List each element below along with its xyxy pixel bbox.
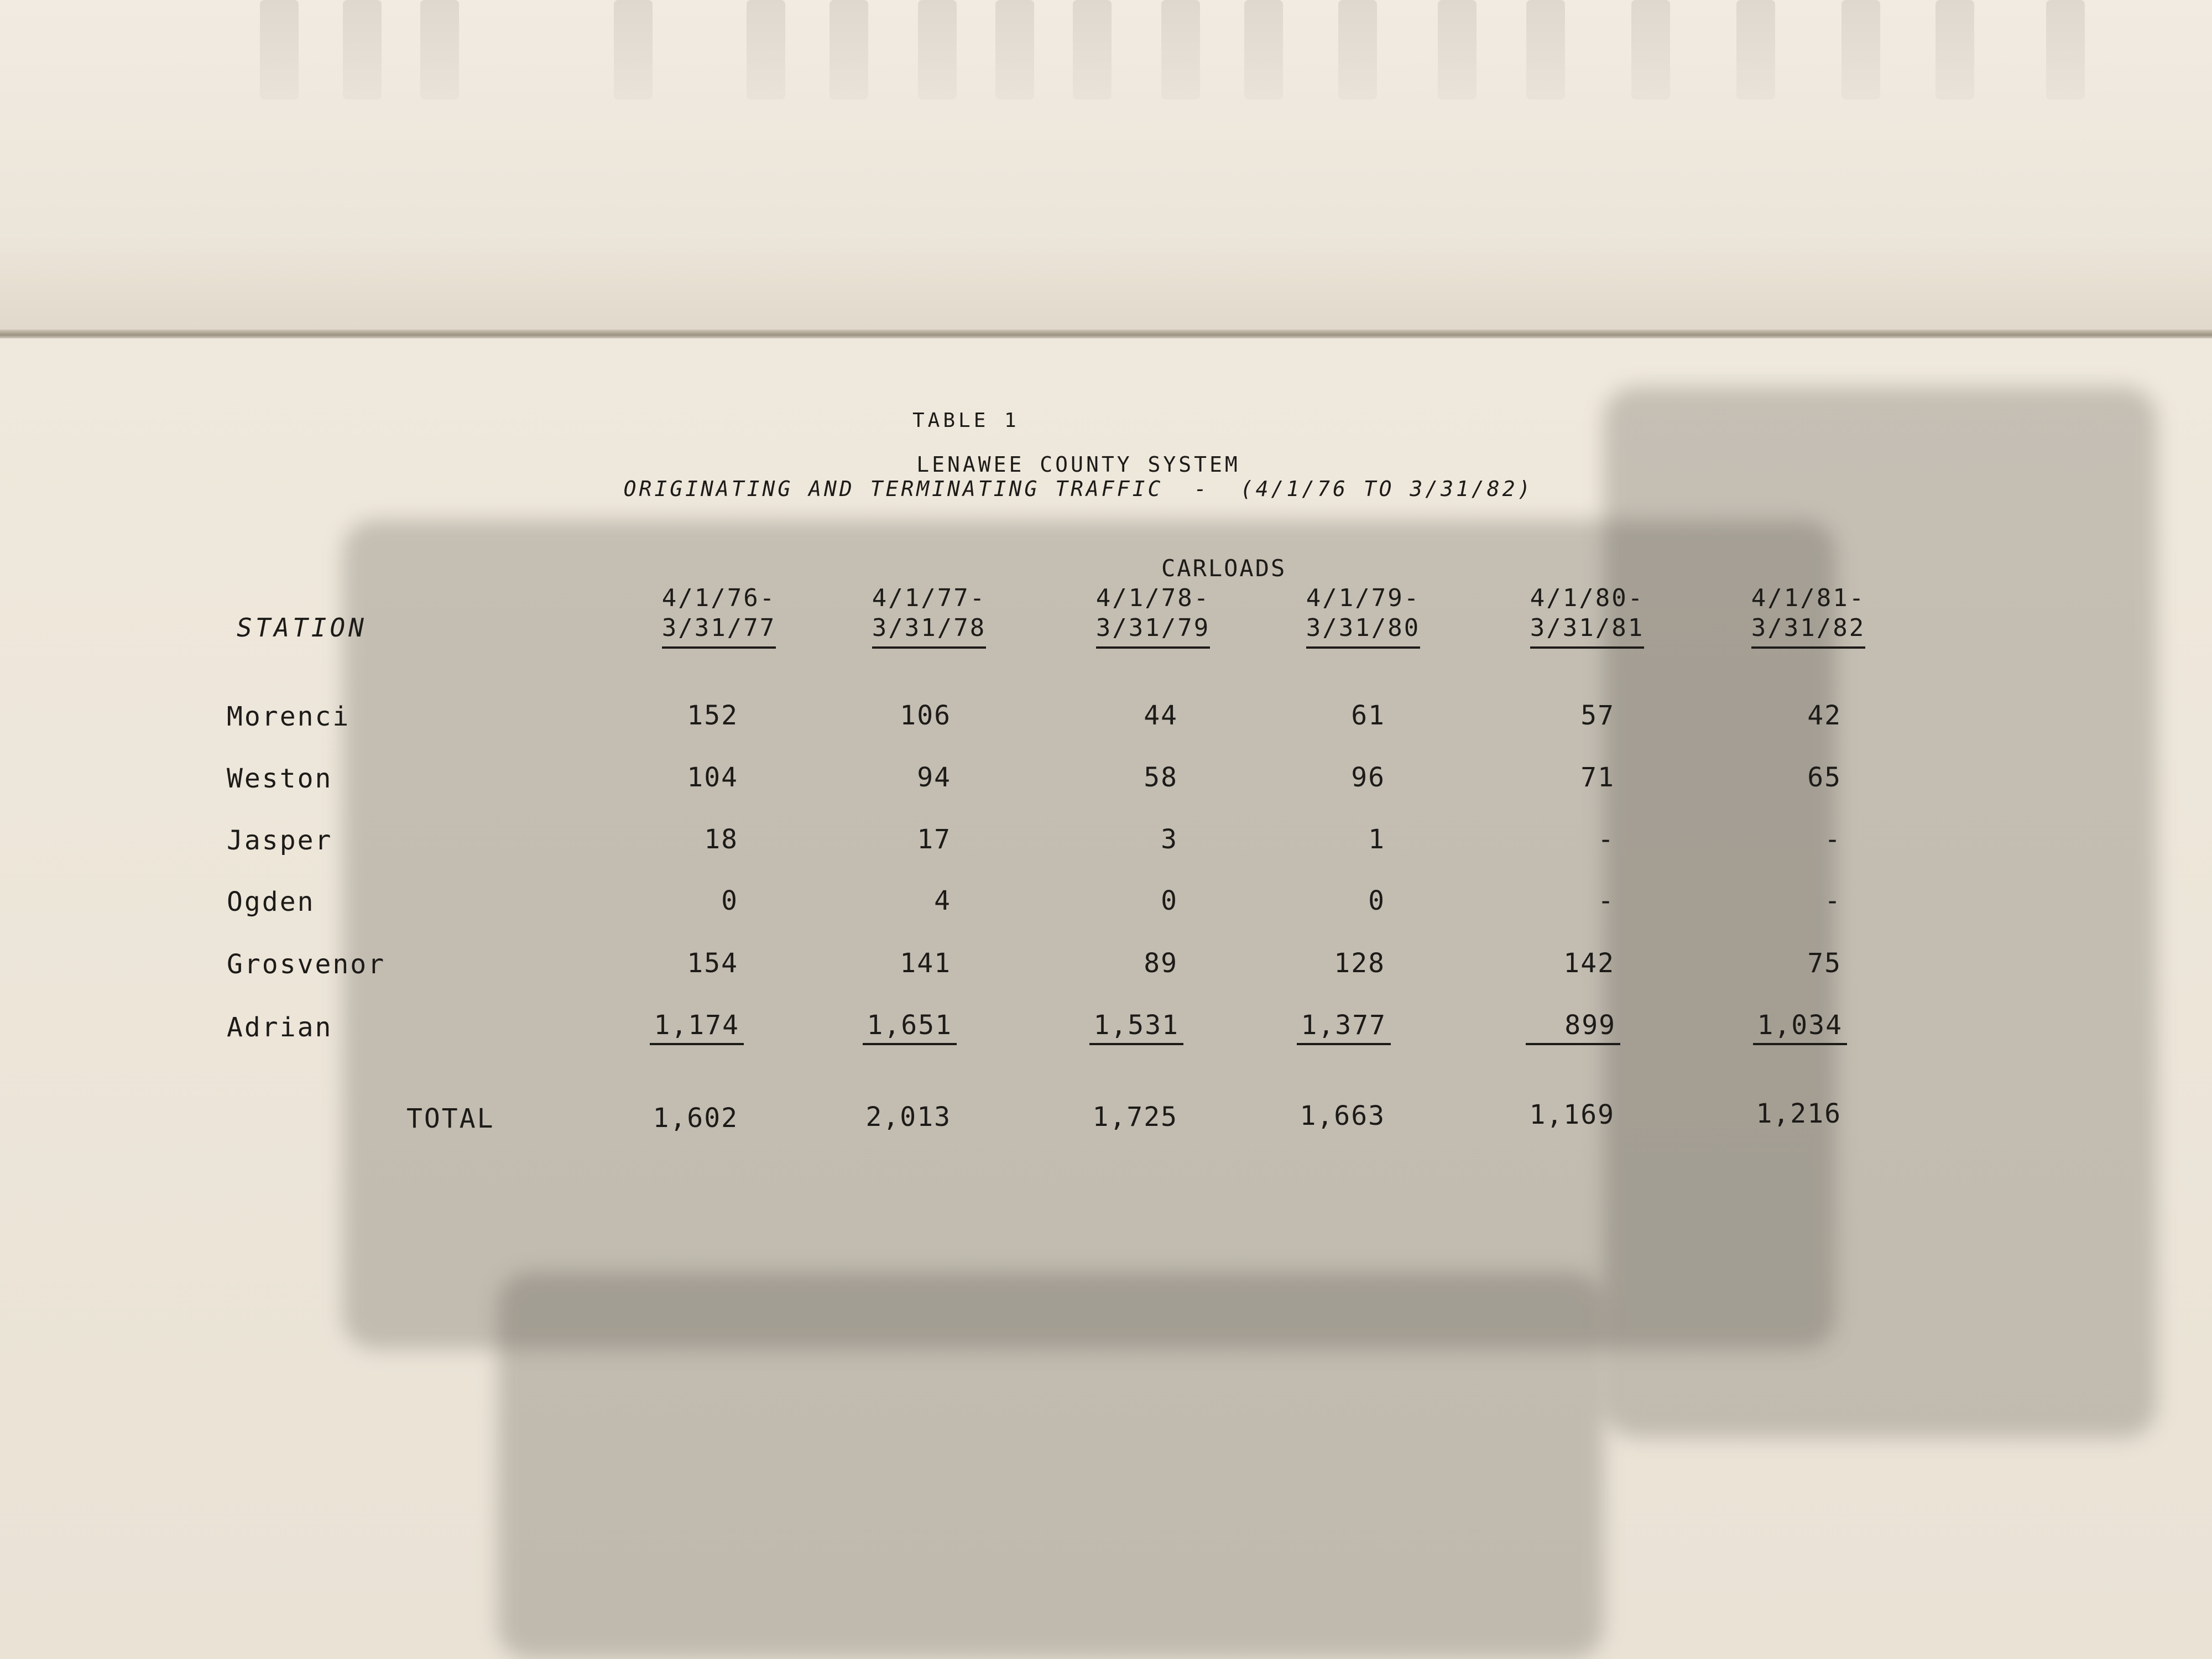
total-value: 1,663: [1300, 1100, 1385, 1131]
table-cell: 141: [900, 948, 951, 979]
table-cell: 89: [1144, 948, 1178, 979]
station-name: Grosvenor: [227, 949, 386, 980]
station-name: Ogden: [227, 886, 315, 917]
table-cell: 96: [1351, 762, 1385, 793]
column-header: [1297, 583, 1430, 649]
table-cell: 65: [1807, 762, 1841, 793]
table-subtitle: ORIGINATING AND TERMINATING TRAFFIC - (4/1/76 TO 3/31/82): [623, 477, 1533, 501]
table-cell: 3: [1161, 824, 1178, 855]
column-header-start: 4/1/79-: [1306, 584, 1421, 612]
table-cell: 4: [934, 885, 951, 916]
total-value: 2,013: [865, 1102, 951, 1133]
column-header-end: 3/31/77: [662, 613, 776, 649]
table-cell: 128: [1334, 948, 1385, 979]
system-name: LENAWEE COUNTY SYSTEM: [916, 452, 1240, 477]
column-header-start: 4/1/76-: [661, 584, 776, 612]
station-name: Jasper: [227, 825, 333, 856]
column-header-end: 3/31/81: [1530, 613, 1644, 649]
column-header: [863, 583, 995, 649]
column-header: [653, 583, 785, 649]
cell-value: 1,377: [1297, 1010, 1391, 1045]
table-cell: -: [1598, 824, 1615, 855]
column-header: [1521, 583, 1653, 649]
column-header-start: 4/1/77-: [872, 584, 987, 612]
cell-value: 1,651: [863, 1010, 957, 1045]
column-header-end: 3/31/78: [872, 613, 986, 649]
table-cell: 18: [704, 824, 738, 855]
table-cell: [1258, 1010, 1391, 1041]
carloads-header: CARLOADS: [1161, 555, 1287, 582]
table-cell: 104: [687, 762, 738, 793]
table-cell: 17: [917, 824, 951, 855]
table-cell: 106: [900, 700, 951, 731]
table-cell: 152: [687, 700, 738, 731]
table-cell: 75: [1807, 948, 1841, 979]
column-header-end: 3/31/79: [1096, 613, 1210, 649]
column-header-start: 4/1/80-: [1530, 584, 1645, 612]
total-value: 1,169: [1529, 1099, 1615, 1130]
column-header-end: 3/31/82: [1751, 613, 1865, 649]
cell-value: 1,531: [1089, 1010, 1184, 1045]
column-header-start: 4/1/78-: [1095, 584, 1211, 612]
table-cell: 0: [1161, 885, 1178, 916]
total-label: TOTAL: [406, 1103, 495, 1134]
column-header-end: 3/31/80: [1306, 613, 1420, 649]
column-header-start: 4/1/81-: [1751, 584, 1866, 612]
table-cell: 42: [1807, 700, 1841, 731]
table-cell: 0: [1368, 885, 1385, 916]
table-cell: 1: [1368, 824, 1385, 855]
station-name: Morenci: [227, 701, 351, 732]
table-cell: 58: [1144, 762, 1178, 793]
total-value: 1,725: [1092, 1102, 1178, 1133]
total-value: 1,602: [653, 1103, 738, 1134]
column-header: [1742, 583, 1875, 649]
table-cell: 0: [721, 885, 738, 916]
station-name: Adrian: [227, 1012, 333, 1043]
table-cell: 71: [1580, 762, 1615, 793]
station-name: Weston: [227, 763, 333, 794]
cell-value: 1,174: [650, 1010, 744, 1045]
station-header: STATION: [237, 613, 367, 643]
table-cell: 44: [1144, 700, 1178, 731]
table-cell: -: [1824, 885, 1841, 916]
table-cell: -: [1824, 824, 1841, 855]
total-value: 1,216: [1756, 1098, 1841, 1129]
cell-value: 899: [1526, 1010, 1620, 1045]
table-cell: 57: [1580, 700, 1615, 731]
table-cell: [1051, 1010, 1183, 1041]
table-cell: 154: [687, 948, 738, 979]
table-cell: 61: [1351, 700, 1385, 731]
table-cell: [1488, 1010, 1620, 1041]
table-cell: [824, 1010, 957, 1041]
column-header: [1087, 583, 1219, 649]
table-cell: 142: [1563, 948, 1615, 979]
table-cell: -: [1598, 885, 1615, 916]
table-cell: [1714, 1010, 1847, 1041]
table-number: TABLE 1: [912, 409, 1020, 432]
cell-value: 1,034: [1753, 1010, 1848, 1045]
table-cell: [611, 1010, 744, 1041]
table-cell: 94: [917, 762, 951, 793]
